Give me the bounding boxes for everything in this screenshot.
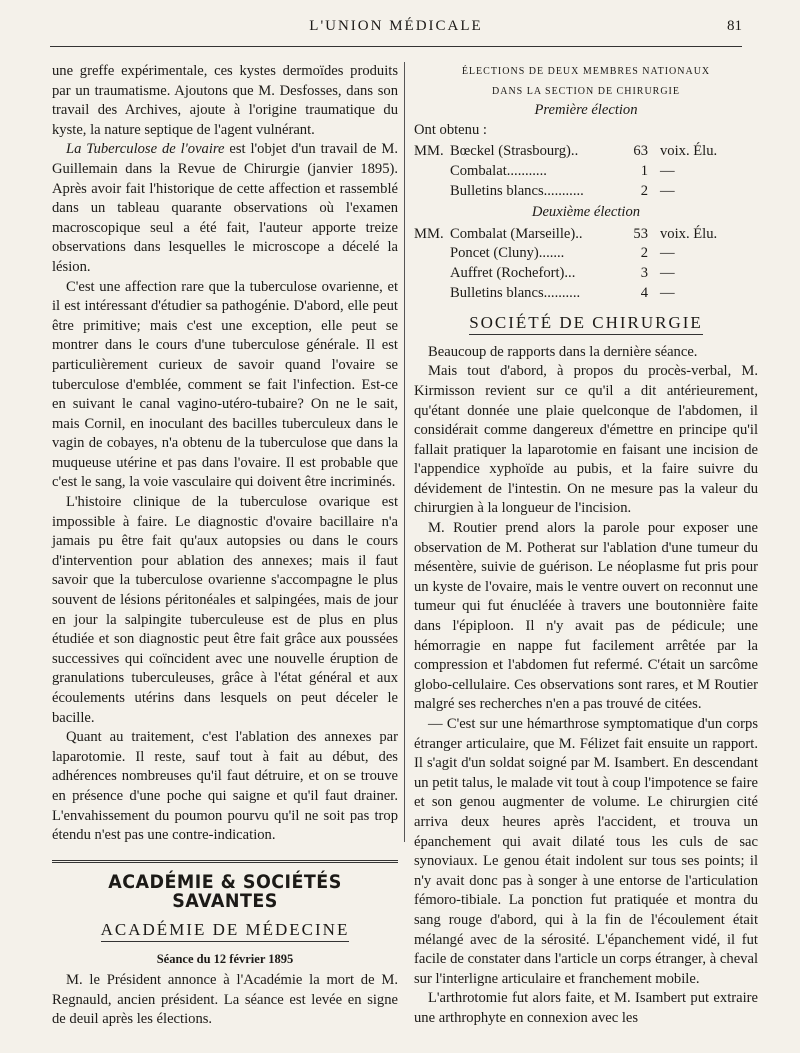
paragraph: L'histoire clinique de la tuberculose ovarique est impossible à faire. Le diagnostic d'ovaire bacillaire n'a jamais pu être fait qu'aux autopsies ou dans le cours d'intervention pour ablation des annexes; mais il faut savoir que la tuberculose ovarienne s'accompagne le plus souvent de lésions péritonéales et salpingées, mais de jour en jour la salpingite tuberculeuse est de plus en plus étudiée et son diagnostic peut être fait grâce aux poussées successives qui coïncident avec une nouvelle éruption de granulations tuberculeuses, grâce à l'état général et aux écoulements utérins dans lesquels on peut déceler le bacille. <box>52 494 398 726</box>
journal-title: L'UNION MÉDICALE <box>309 18 483 34</box>
result-note: — <box>660 264 675 281</box>
result-row <box>414 182 758 202</box>
vote-count: 2 <box>640 182 648 199</box>
candidate-name: Auffret (Rochefort)... <box>450 264 576 281</box>
vote-count: 63 <box>633 143 648 160</box>
result-note: voix. Élu. <box>660 143 718 160</box>
paragraph: — C'est sur une hémarthrose symptomatique d'un corps étranger articulaire, que M. Félizet fait ensuite un rapport. Il s'agit d'un soldat soigné par M. Isambert. En descendant un petit talus, le malade vit tout à coup l'impotence se faire et son genou augmenter de volume. Le chirurgien cité arriva deux heures après l'accident, et trouva un épanchement qui avait dilaté tous les culs de sac synoviaux. Le genou était indolent sur tous ses points; il n'y avait donc pas à songer à une entorse de l'articulation fémoro-tibiale. La ponction fut pratiquée et montra du sang rouge d'abord, qui à la fin de l'écoulement était mélangé avec de la sérosité. L'épanchement vidé, il fut facile de constater dans l'article un corps étranger, à cheval sur l'interligne articulaire et franchement mobile. <box>414 716 758 987</box>
paragraph: Beaucoup de rapports dans la dernière séance. <box>428 343 698 360</box>
running-header <box>50 18 742 42</box>
vote-count: 2 <box>640 245 648 262</box>
session-date: Séance du 12 février 1895 <box>156 951 294 966</box>
vote-count: 3 <box>640 264 648 281</box>
result-prefix: MM. <box>414 225 444 242</box>
result-row <box>414 162 758 182</box>
result-note: — <box>660 284 675 301</box>
election-results <box>414 225 758 303</box>
candidate-name: Combalat (Marseille).. <box>450 225 583 242</box>
result-row <box>414 244 758 264</box>
candidate-name: Combalat........... <box>450 162 547 179</box>
paragraph: une greffe expérimentale, ces kystes dermoïdes produits par un traumatisme. Ajoutons que M. Desfosses, dans son travail des Archives, ajoute à l'origine traumatique du kyste, la nature septique de l'agent vulnérant. <box>52 63 398 138</box>
result-row <box>414 225 758 245</box>
elections-subtitle: DANS LA SECTION DE CHIRURGIE <box>492 85 680 97</box>
vote-count: 1 <box>640 162 648 179</box>
vote-count: 53 <box>633 225 648 242</box>
result-prefix: MM. <box>414 143 444 160</box>
section-heading: ACADÉMIE DE MÉDECINE <box>52 920 398 940</box>
result-note: voix. Élu. <box>660 225 718 242</box>
candidate-name: Bœckel (Strasbourg).. <box>450 143 579 160</box>
elections-title: ÉLECTIONS DE DEUX MEMBRES NATIONAUX <box>461 66 711 77</box>
vote-count: 4 <box>640 284 648 301</box>
section-banner: ACADÉMIE & SOCIÉTÉS SAVANTES <box>108 870 342 913</box>
paragraph: L'arthrotomie fut alors faite, et M. Isambert put extraire une arthrophyte en connexion avec les <box>414 990 758 1026</box>
result-row <box>414 142 758 162</box>
election-heading: Deuxième élection <box>531 204 641 221</box>
result-note: — <box>660 245 675 262</box>
paragraph: Quant au traitement, c'est l'ablation des annexes par laparotomie. Il reste, sauf tout à fait au début, des adhérences nombreuses qu'il faut détruire, et on se trouve en présence d'une poche qui saigne et qu'il faut drainer. L'envahissement du poumon pourvu qu'il ne soit pas trop étendu n'est pas une contre-indication. <box>52 729 398 844</box>
paragraph <box>52 140 398 277</box>
italic-title: La Tuberculose de l'ovaire <box>66 141 225 158</box>
result-row <box>414 264 758 284</box>
candidate-name: Bulletins blancs.......... <box>450 284 581 301</box>
column-divider <box>404 62 405 842</box>
obtained-label: Ont obtenu : <box>414 121 487 138</box>
page-number: 81 <box>727 18 742 34</box>
election-results <box>414 142 758 201</box>
left-column <box>52 62 398 1030</box>
header-rule <box>50 46 742 47</box>
result-note: — <box>660 182 675 199</box>
section-heading: SOCIÉTÉ DE CHIRURGIE <box>414 313 758 333</box>
paragraph-text: est l'objet d'un travail de M. Guillemain dans la Revue de Chirurgie (janvier 1895). Après avoir fait l'historique de cette affection et rassemblé dans un tableau quarante observations où l'examen macroscopique seul a été fait, l'auteur apporte treize observations dans lesquelles le microscope a décelé la lésion. <box>52 141 398 275</box>
result-row <box>414 284 758 304</box>
double-rule <box>52 860 398 863</box>
paragraph: C'est une affection rare que la tuberculose ovarienne, et il est intéressant d'étudier sa pathogénie. D'abord, elle peut être primitive; mais c'est une exception, elle peut se montrer dans le cours d'une tuberculose générale. Il est particulièrement curieux de savoir quand l'ovaire se tuberculose d'emblée, comment se fait l'infection. Est-ce en suivant le canal vagino-utéro-tubaire? On ne le sait, mais Cornil, en inoculant des bacilles tuberculeux dans le vagin de cobayes, n'a obtenu de la tuberculose que dans la muqueuse utérine et pas dans l'ovaire. Il est probable que c'est le sang, la voie vasculaire qui doivent être incriminés. <box>52 278 398 491</box>
candidate-name: Poncet (Cluny)....... <box>450 245 565 262</box>
paragraph: Mais tout d'abord, à propos du procès-verbal, M. Kirmisson revient sur ce qu'il a dit antérieurement, qu'étant donnée une plaie quelconque de l'abdomen, il considérait comme dangereux d'émettre en principe qu'il fallait pratiquer la laparotomie en faisant une incision de l'appendice xyphoïde au pubis, et la faire suivre du dévidement de l'intestin. On ne mesure pas la valeur du chirurgien à la longueur de l'incision. <box>414 363 758 517</box>
election-heading: Première élection <box>534 102 638 119</box>
result-note: — <box>660 162 675 179</box>
paragraph: M. le Président annonce à l'Académie la mort de M. Regnauld, ancien président. La séance est levée en signe de deuil après les élections. <box>52 972 398 1028</box>
paragraph: M. Routier prend alors la parole pour exposer une observation de M. Potherat sur l'ablation d'une tumeur du mésentère, suivie de guérison. Le néoplasme fut pris pour un kyste de l'ovaire, mais le ventre ouvert on reconnut une tumeur qui fut énucléée à travers une boutonnière faite dans l'épiploon. Il n'y avait pas de pédicule; une hémorragie en nappe fut facilement arrêtée par la compression et l'abdomen fut refermé. C'était un sarcôme globo-cellulaire. Ces observations sont rares, et M Routier malgré ses recherches n'en a pas trouvé de citées. <box>414 520 758 713</box>
right-column <box>414 62 758 1029</box>
candidate-name: Bulletins blancs........... <box>450 182 584 199</box>
